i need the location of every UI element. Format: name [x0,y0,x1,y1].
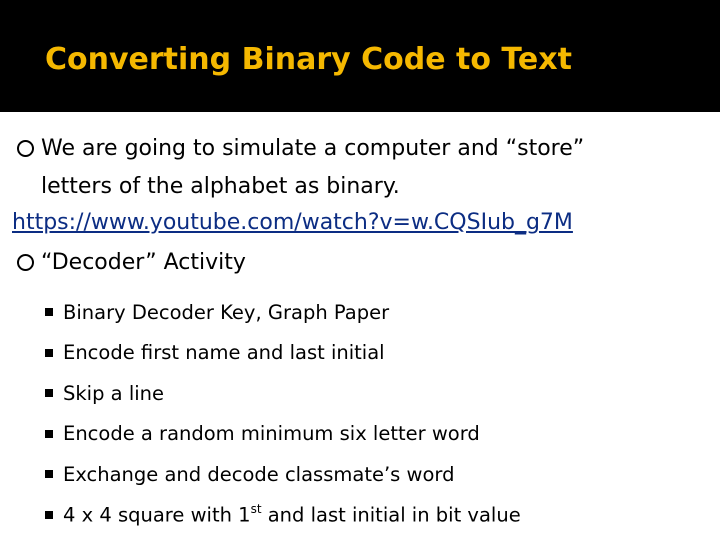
sub-bullet-item [45,333,521,374]
sub-bullet-item [45,454,521,495]
filled-square-icon [45,511,53,519]
sub-bullet-text: Encode first name and last initial [63,341,385,365]
sub-bullet-item [45,292,521,333]
bullet-item-decoder [17,252,246,274]
sub-bullet-text: Skip a line [63,381,165,405]
sub-bullet-text [63,503,521,527]
filled-square-icon [45,430,53,438]
hollow-circle-icon [17,254,34,271]
sub-bullet-list [45,292,521,535]
sub-bullet-item [45,414,521,455]
slide-title: Converting Binary Code to Text [45,42,572,77]
sub-bullet-text: Encode a random minimum six letter word [63,422,480,446]
bullet-text-simulate-continuation: letters of the alphabet as binary. [41,174,400,199]
sub-bullet-item [45,373,521,414]
ordinal-superscript: st [250,502,262,516]
sub-bullet-text-after: and last initial in bit value [261,503,521,527]
filled-square-icon [45,389,53,397]
bullet-text-simulate: We are going to simulate a computer and “store” [41,136,585,161]
filled-square-icon [45,308,53,316]
sub-bullet-item [45,495,521,536]
filled-square-icon [45,349,53,357]
bullet-text-decoder: “Decoder” Activity [41,250,246,275]
sub-bullet-text: Binary Decoder Key, Graph Paper [63,300,390,324]
youtube-link[interactable]: https://www.youtube.com/watch?v=w.CQSIub_g7M [12,210,573,235]
hollow-circle-icon [17,140,34,157]
sub-bullet-text-before: 4 x 4 square with 1 [63,503,251,527]
bullet-item-simulate [17,138,584,160]
title-bar [0,0,720,112]
filled-square-icon [45,470,53,478]
sub-bullet-text: Exchange and decode classmate’s word [63,462,455,486]
